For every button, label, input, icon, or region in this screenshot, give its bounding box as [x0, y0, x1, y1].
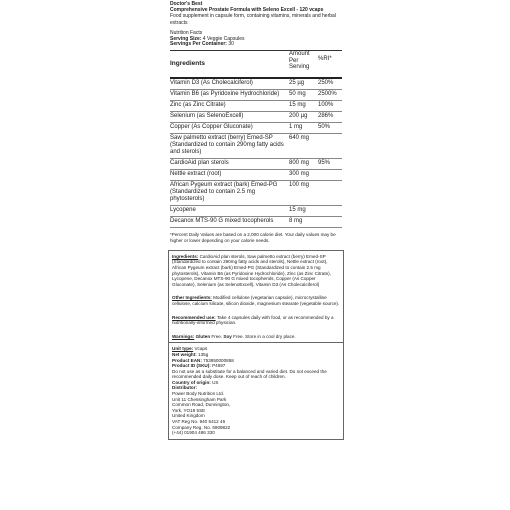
- col-ingredients: Ingredients: [170, 60, 206, 68]
- ingredient-amount: 8 mg: [289, 218, 303, 225]
- ingredient-ri: 95%: [318, 160, 331, 167]
- ingredient-amount: 100 mg: [289, 182, 310, 189]
- ingredient-name: Saw palmetto extract (berry) Emed-SP (Standardized to contain 290mg fatty acids and sterols): [170, 135, 284, 156]
- ingredient-ri: [318, 135, 342, 156]
- ingredient-ri: [318, 182, 342, 203]
- table-header: [170, 51, 342, 79]
- distributor-line: (+44) 01904 486 330: [172, 430, 215, 436]
- other-ingredients-paragraph: Other Ingredients: Modified cellulose (vegetarian capsule), microcrystalline cellulose, calcium silicate, silicon dioxide, magnesium stearate (vegetable source).: [172, 295, 340, 306]
- ingredients-box: [168, 250, 344, 344]
- ingredient-amount: 300 mg: [289, 171, 310, 178]
- distributor-label: Distributor:: [172, 385, 198, 391]
- ingredient-amount: 25 µg: [289, 80, 305, 87]
- ingredient-amount: 50 mg: [289, 91, 306, 98]
- table-row: [170, 217, 342, 228]
- ingredient-ri: [318, 207, 342, 214]
- ingredient-name: CardioAid plan sterols: [170, 160, 229, 167]
- col-amount: Amount Per Serving: [289, 51, 310, 71]
- table-row: [170, 79, 342, 90]
- ingredient-ri: 100%: [318, 102, 334, 109]
- ingredient-name: Copper (As Copper Gluconate): [170, 124, 253, 131]
- table-body: [170, 79, 342, 228]
- brand-name: Doctor's Best: [170, 1, 203, 7]
- ingredient-amount: 640 mg: [289, 135, 310, 142]
- ingredient-amount: 15 mg: [289, 102, 306, 109]
- ingredient-amount: 800 mg: [289, 160, 310, 167]
- product-description: Food supplement in capsule form, containing vitamins, minerals and herbal extracts: [170, 13, 336, 26]
- table-row: [170, 112, 342, 123]
- ingredient-amount: 200 µg: [289, 113, 308, 120]
- ingredient-ri: [318, 218, 342, 225]
- ingredient-name: Selenium (as SelenoExcell): [170, 113, 244, 120]
- table-row: [170, 206, 342, 217]
- table-row: [170, 170, 342, 181]
- ingredient-ri: 2500%: [318, 91, 337, 98]
- distributor-line: York, YO19 5SE: [172, 407, 206, 413]
- ingredient-name: Nettle extract (root): [170, 171, 222, 178]
- ingredient-name: Vitamin B6 (as Pyridoxine Hydrochloride): [170, 91, 280, 98]
- recommended-use-paragraph: Recommended use: Take 4 capsules daily with food, or as recommended by a nutritionally-informed physician.: [172, 314, 334, 326]
- product-sku: Product ID (SKU): P4697: [172, 363, 226, 369]
- country-of-origin: Country of origin: US: [172, 379, 219, 385]
- distributor-line: VAT Reg No. 940 5412 46: [172, 419, 226, 425]
- nutrition-table: [170, 50, 342, 228]
- ingredient-name: African Pygeum extract (bark) Emed-PG (Standardized to contain 2.5 mg phytosterols): [170, 182, 278, 203]
- warnings-paragraph: Warnings: Gluten Free. Soy Free. Store in a cool dry place.: [172, 333, 296, 339]
- ingredient-ri: 250%: [318, 80, 334, 87]
- ingredient-name: Lycopene: [170, 207, 196, 214]
- serving-size: Serving Size: 4 Veggie Capsules: [170, 35, 245, 42]
- nutrition-facts-title: Nutrition Facts: [170, 29, 203, 36]
- ingredient-ri: 50%: [318, 124, 331, 131]
- ingredient-name: Decanox MTS-90 G mixed tocopherols: [170, 218, 274, 225]
- table-row: [170, 101, 342, 112]
- table-row: [170, 134, 342, 159]
- ingredients-paragraph: Ingredients: CardioAid plan sterols, Saw palmetto extract (berry) Emed-SP (Standardized to contain 290mg fatty acids and sterols), Nettle extract (root), African Pygeum extract (bark) Emed-PG (Standardized to contain 2.5 mg phytosterols), Vitamin B6 (as Pyridoxine Hydrochloride), Zinc (as Zinc Citrate), Lycopene, Decanox MTS-90 G mixed tocopherols, Copper (As Copper Gluconate), Selenium (as SelenoExcell), Vitamin D3 (As Cholecalciferol): [172, 253, 331, 287]
- ingredient-name: Vitamin D3 (As Cholecalciferol): [170, 80, 253, 87]
- supplement-label: [168, 0, 344, 510]
- table-row: [170, 159, 342, 170]
- product-ean: Product EAN: 753950000858: [172, 357, 234, 363]
- disclaimer: Do not use as a substitute for a balanced and varied diet. Do not exceed the recommended daily dose. Keep out of reach of children.: [172, 368, 327, 380]
- distributor-address: [172, 391, 340, 436]
- col-ri: %RI*: [318, 56, 332, 63]
- table-row: [170, 123, 342, 134]
- distributor-line: Unit 11 Chessingham Park: [172, 396, 227, 402]
- ingredient-ri: [318, 171, 342, 178]
- ingredient-amount: 15 mg: [289, 207, 306, 214]
- product-title: Comprehensive Prostate Formula with Seleno Excell - 120 vcaps: [170, 7, 324, 14]
- distributor-line: Company Reg. No. 6909822: [172, 424, 231, 430]
- ingredient-name: Zinc (as Zinc Citrate): [170, 102, 226, 109]
- ingredient-ri: 286%: [318, 113, 334, 120]
- table-row: [170, 90, 342, 101]
- distributor-line: Common Road, Dunnington,: [172, 402, 231, 408]
- distributor-line: Power Body Nutrition Ltd.: [172, 391, 225, 397]
- net-weight: Net weight: 135g: [172, 351, 209, 357]
- table-row: [170, 181, 342, 206]
- label-header: [168, 0, 344, 248]
- daily-values-footnote: *Percent Daily Values are based on a 2,000 calorie diet. Your daily values may be higher or lower depending on your calorie needs.: [170, 232, 336, 243]
- distributor-line: United Kingdom: [172, 413, 205, 419]
- unit-type: Unit type: Vcaps: [172, 346, 208, 352]
- product-info-box: [168, 343, 344, 440]
- servings-per-container: Servings Per Container: 30: [170, 41, 234, 48]
- ingredient-amount: 1 mg: [289, 124, 303, 131]
